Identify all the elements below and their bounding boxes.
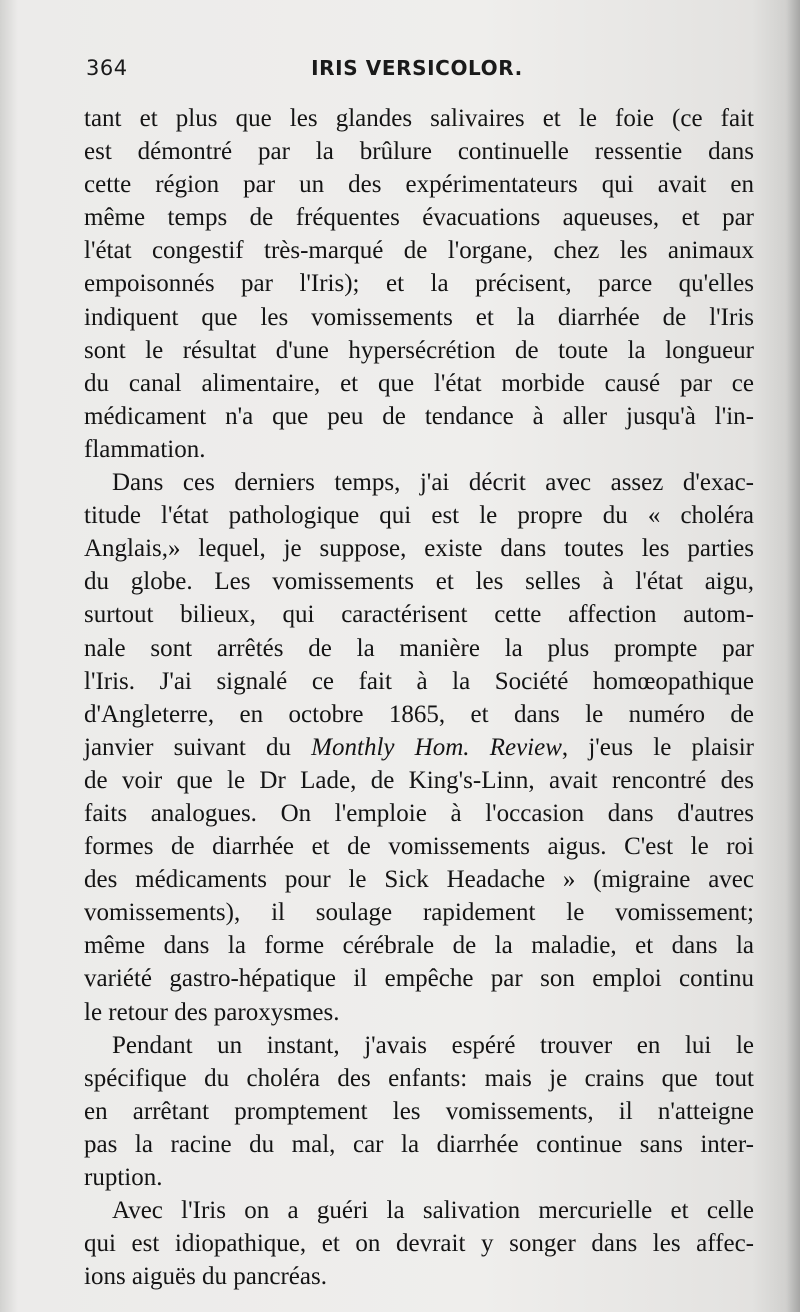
text-line: ions aiguës du pancréas.	[84, 1263, 327, 1291]
text-line: ruption.	[84, 1164, 163, 1191]
text-line: pas la racine du mal, car la diarrhée continue sans inter-	[84, 1130, 754, 1158]
text-line: médicament n'a que peu de tendance à aller jusqu'à l'in-	[84, 402, 754, 430]
text-line: des médicaments pour le Sick Headache » (migraine avec	[84, 866, 754, 894]
text-line: sont le résultat d'une hypersécrétion de toute la longueur	[84, 336, 754, 364]
page-edge-shadow	[786, 0, 800, 1312]
text-line: qui est idiopathique, et on devrait y songer dans les affec-	[84, 1230, 754, 1258]
text-line: formes de diarrhée et de vomissements aigus. C'est le roi	[84, 833, 754, 861]
page-header	[86, 56, 748, 90]
text-line: surtout bilieux, qui caractérisent cette affection autom-	[84, 601, 754, 629]
text-line: Avec l'Iris on a guéri la salivation mercurielle et celle	[112, 1197, 754, 1225]
text-line: du canal alimentaire, et que l'état morbide causé par ce	[84, 369, 754, 397]
text-line: flammation.	[84, 435, 206, 463]
text-segment: , j'eus le plaisir	[561, 733, 754, 761]
text-line: titude l'état pathologique qui est le propre du « choléra	[84, 502, 754, 530]
text-line: Pendant un instant, j'avais espéré trouver en lui le	[112, 1031, 754, 1059]
text-line: en arrêtant promptement les vomissements, il n'atteigne	[84, 1097, 754, 1125]
journal-title: Monthly Hom. Review	[311, 733, 562, 761]
text-line: même temps de fréquentes évacuations aqueuses, et par	[84, 204, 754, 232]
text-line: variété gastro-hépatique il empêche par son emploi continu	[84, 965, 754, 993]
text-line: empoisonnés par l'Iris); et la précisent, parce qu'elles	[84, 270, 754, 298]
page-number: 364	[86, 56, 128, 80]
text-line: l'état congestif très-marqué de l'organe, chez les animaux	[84, 237, 754, 265]
text-line: faits analogues. On l'emploie à l'occasion dans d'autres	[84, 799, 754, 827]
text-line: le retour des paroxysmes.	[84, 998, 340, 1026]
text-line: vomissements), il soulage rapidement le vomissement;	[84, 899, 754, 927]
text-line: est démontré par la brûlure continuelle ressentie dans	[84, 138, 754, 166]
text-line: tant et plus que les glandes salivaires et le foie (ce fait	[84, 105, 754, 132]
text-line: indiquent que les vomissements et la diarrhée de l'Iris	[84, 303, 754, 331]
text-line	[84, 731, 754, 764]
text-line: d'Angleterre, en octobre 1865, et dans le numéro de	[84, 700, 754, 728]
text-line: Dans ces derniers temps, j'ai décrit avec assez d'exac-	[112, 469, 754, 497]
text-line: cette région par un des expérimentateurs qui avait en	[84, 171, 754, 199]
running-title: IRIS VERSICOLOR.	[311, 56, 523, 80]
body-text	[84, 102, 754, 1293]
text-line: du globe. Les vomissements et les selles à l'état aigu,	[84, 568, 754, 596]
text-line: spécifique du choléra des enfants: mais je crains que tout	[84, 1064, 754, 1092]
text-line: l'Iris. J'ai signalé ce fait à la Société homœopathique	[84, 667, 754, 695]
text-line: Anglais,» lequel, je suppose, existe dans toutes les parties	[84, 535, 754, 563]
text-line: nale sont arrêtés de la manière la plus prompte par	[84, 634, 754, 662]
text-segment: janvier suivant du	[84, 733, 312, 761]
text-line: même dans la forme cérébrale de la maladie, et dans la	[84, 932, 754, 960]
text-line: de voir que le Dr Lade, de King's-Linn, avait rencontré des	[84, 766, 754, 794]
